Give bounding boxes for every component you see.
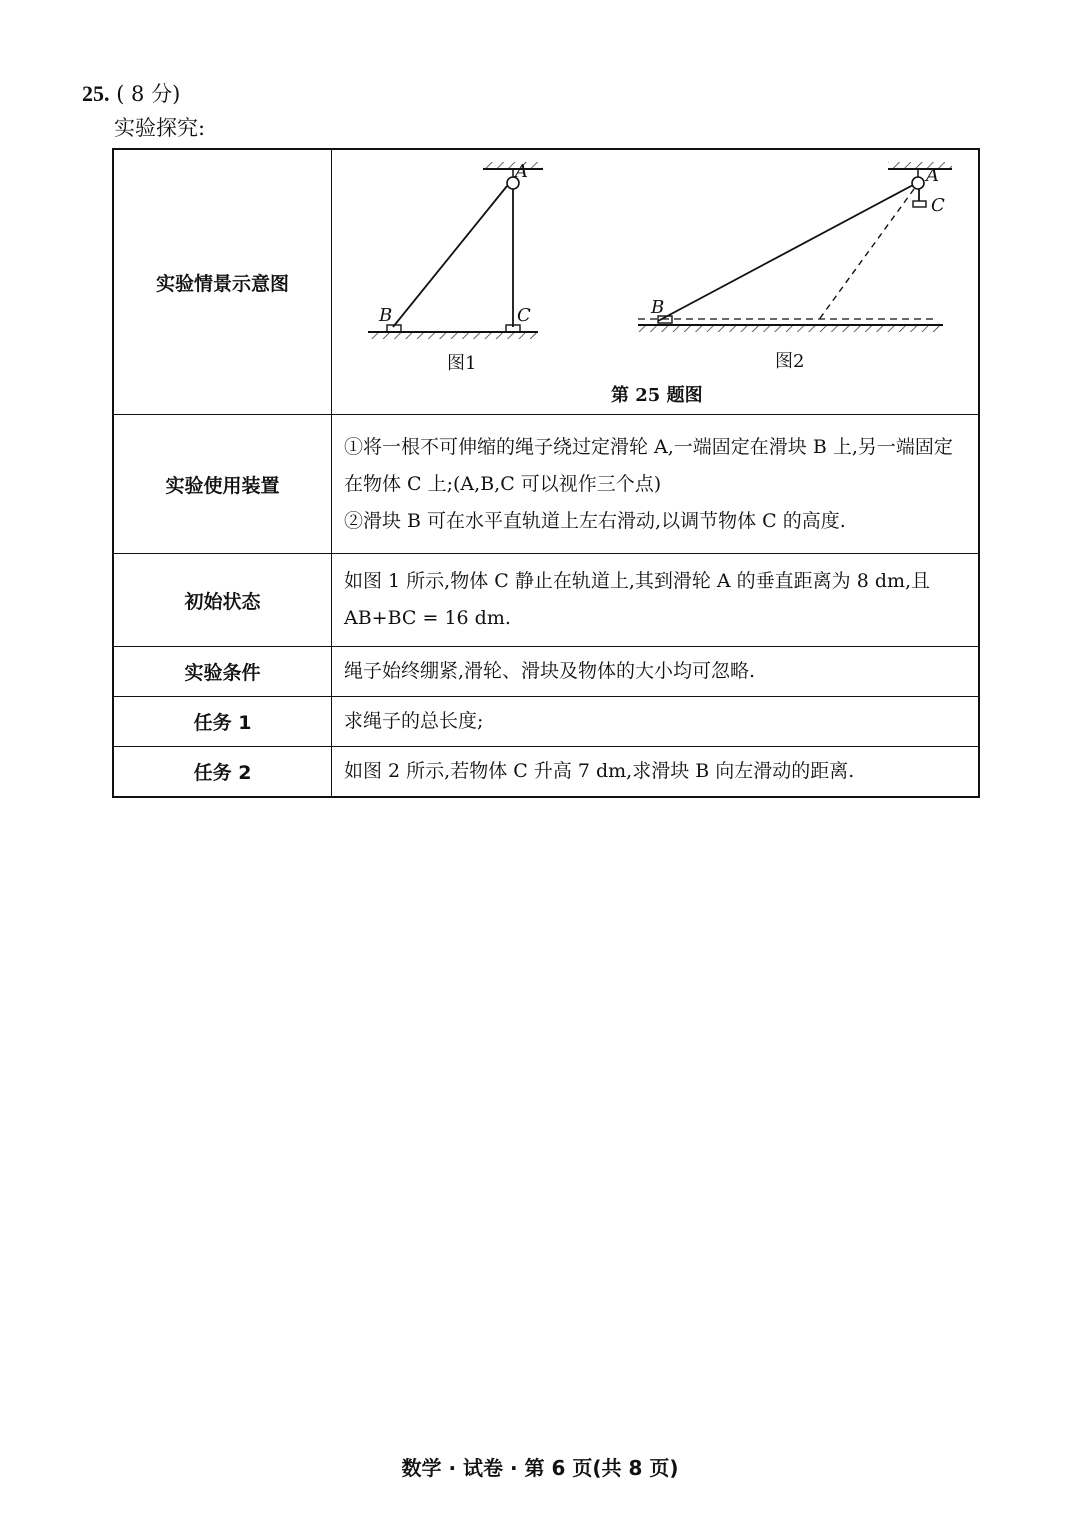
device-text-1: ①将一根不可伸缩的绳子绕过定滑轮 A,一端固定在滑块 B 上,另一端固定在物体 C 上;(A,B,C 可以视作三个点) <box>344 435 953 495</box>
device-label: 实验使用装置 <box>113 415 332 554</box>
point-b2-label: B <box>651 297 665 318</box>
table-row-task1 <box>113 697 979 747</box>
fig1-caption: 图1 <box>447 353 477 374</box>
point-c-label: C <box>517 305 531 326</box>
figure-drawing <box>333 151 983 413</box>
page-footer: 数学 · 试卷 · 第 6 页(共 8 页) <box>401 1456 679 1480</box>
question-header <box>82 78 180 108</box>
question-number: 25. <box>82 81 110 106</box>
scene-label: 实验情景示意图 <box>113 149 332 415</box>
condition-text: 绳子始终绷紧,滑轮、滑块及物体的大小均可忽略. <box>332 647 980 697</box>
fig2-caption: 图2 <box>775 351 805 372</box>
table-row-device <box>113 415 979 554</box>
figure-group <box>333 151 983 413</box>
experiment-table <box>112 148 980 798</box>
table-row-task2 <box>113 747 979 798</box>
initial-text: 如图 1 所示,物体 C 静止在轨道上,其到滑轮 A 的垂直距离为 8 dm,且 AB+BC = 16 dm. <box>332 554 980 647</box>
point-a2-label: A <box>926 165 939 186</box>
point-a-label: A <box>515 161 528 182</box>
point-c2-label: C <box>931 195 945 216</box>
initial-label: 初始状态 <box>113 554 332 647</box>
table-row-initial <box>113 554 979 647</box>
figure-2 <box>638 162 952 332</box>
task2-text: 如图 2 所示,若物体 C 升高 7 dm,求滑块 B 向左滑动的距离. <box>332 747 980 798</box>
point-b-label: B <box>379 305 393 326</box>
table-row-scene <box>113 149 979 415</box>
condition-label: 实验条件 <box>113 647 332 697</box>
task2-label: 任务 2 <box>113 747 332 798</box>
task1-text: 求绳子的总长度; <box>332 697 980 747</box>
question-score: ( 8 分) <box>116 82 181 106</box>
question-title: 实验探究: <box>114 116 206 140</box>
table-row-condition <box>113 647 979 697</box>
figure-group-caption: 第 25 题图 <box>611 385 703 406</box>
device-cell <box>332 415 980 554</box>
task1-label: 任务 1 <box>113 697 332 747</box>
device-text-2: ②滑块 B 可在水平直轨道上左右滑动,以调节物体 C 的高度. <box>344 509 846 532</box>
pulley-a2-icon <box>912 177 924 189</box>
scene-figure-cell <box>332 149 980 415</box>
